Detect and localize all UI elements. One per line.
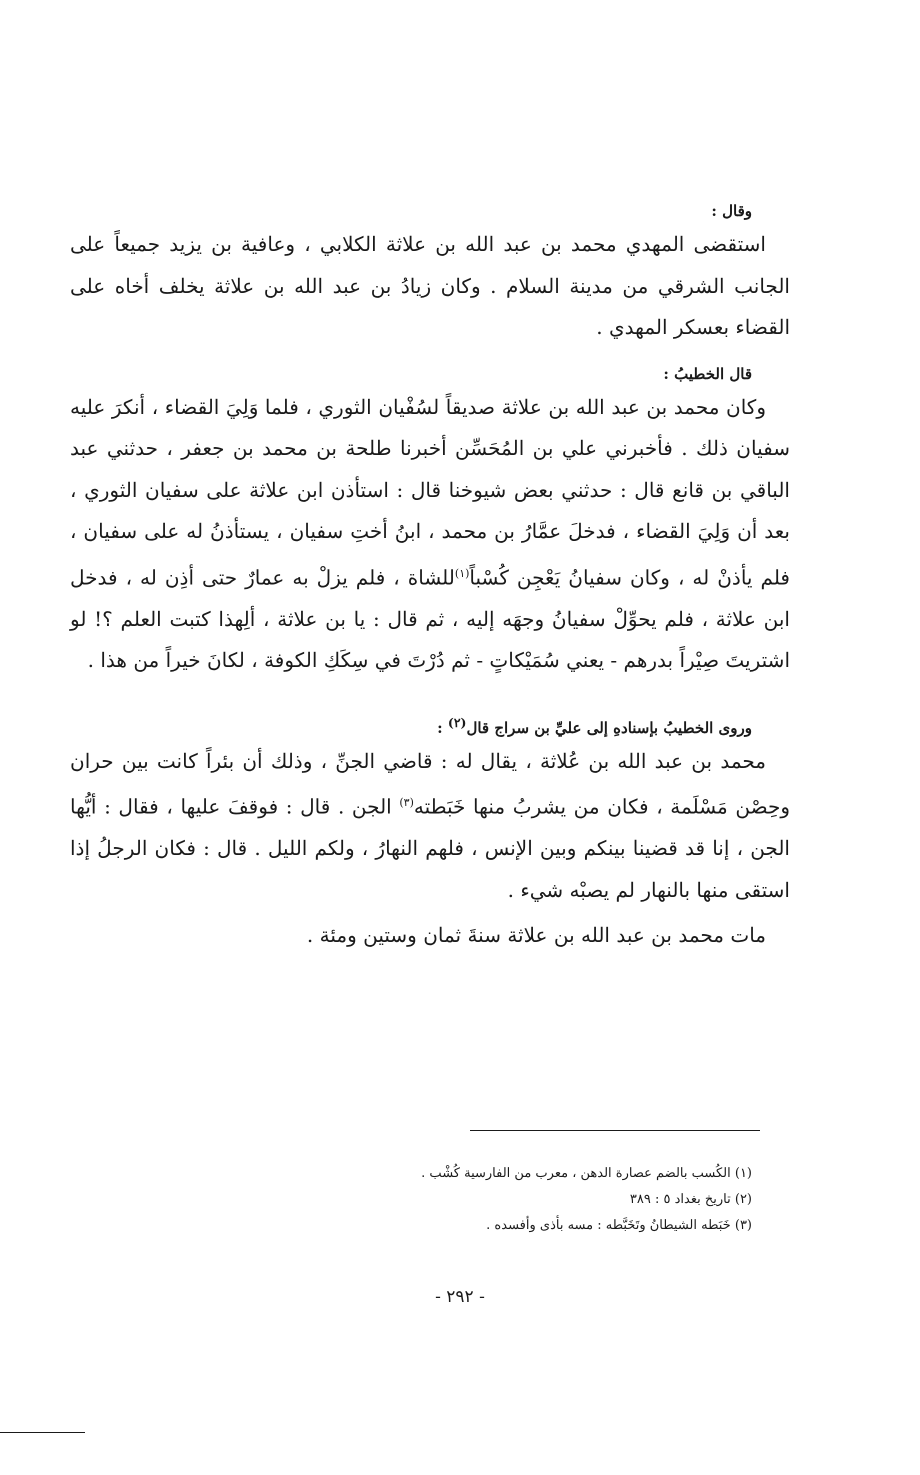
paragraph-2 xyxy=(70,387,790,682)
corner-rule xyxy=(0,1432,85,1433)
page-body xyxy=(70,200,790,957)
section-heading-1: وقال : xyxy=(711,202,752,220)
paragraph-3 xyxy=(70,741,790,912)
paragraph-3-part-b: الجن . قال : فوقفَ عليها ، فقال : أيُّها الجن ، إنا قد قضينا بينكم وبين الإنس ، فلهم النهارُ ، ولكم الليل . قال : فكان الرجلُ إذا استقى منها بالنهار لم يصبْه شيء . xyxy=(70,794,790,902)
footnote-separator xyxy=(470,1130,760,1131)
footnote-3: (٣) خَبَطه الشيطانُ وتَخَبَّطه : مسه بأذى وأفسده . xyxy=(486,1218,752,1233)
section-heading-3 xyxy=(70,712,790,739)
section-heading-3-text: وروى الخطيبُ بإسنادهِ إلى عليِّ بن سراج قال xyxy=(466,718,752,737)
footnote-ref-3[interactable]: (٣) xyxy=(399,796,414,810)
footnote-2: (٢) تاريخ بغداد ٥ : ٣٨٩ xyxy=(629,1192,752,1207)
paragraph-1: استقضى المهدي محمد بن عبد الله بن علاثة الكلابي ، وعافية بن يزيد جميعاً على الجانب الشرقي من مدينة السلام . وكان زيادُ بن عبد الله بن علاثة يخلف أخاه على القضاء بعسكر المهدي . xyxy=(70,232,790,339)
section-heading-3-tail: : xyxy=(437,718,448,737)
footnotes xyxy=(70,1130,790,1239)
paragraph-4: مات محمد بن عبد الله بن علاثة سنةَ ثمان وستين ومئة . xyxy=(306,923,766,948)
page-number: - ٢٩٢ - xyxy=(435,1287,485,1307)
paragraph-3-part-a: محمد بن عبد الله بن عُلاثة ، يقال له : قاضي الجنِّ ، وذلك أن بئراً كانت بين حران وحِصْن مَسْلَمة ، فكان من يشربُ منها خَبَطته xyxy=(70,748,790,819)
footnote-ref-1[interactable]: (١) xyxy=(454,566,470,580)
paragraph-2-part-a: وكان محمد بن عبد الله بن علاثة صديقاً لسُفْيان الثوري ، فلما وَلِيَ القضاء ، أنكرَ عليه سفيان ذلك . فأخبرني علي بن المُحَسِّن أخبرنا طلحة بن محمد بن جعفر ، حدثني عبد الباقي بن قانع قال : حدثني بعض شيوخنا قال : استأذن ابن علاثة على سفيان الثوري ، بعد أن وَلِيَ القضاء ، فدخلَ عمَّارُ بن محمد ، ابنُ أختِ سفيان ، يستأذنُ له على سفيان ، فلم يأذنْ له ، وكان سفيانُ يَعْجِن كُسْباً xyxy=(70,394,790,590)
footnote-1: (١) الكُسب بالضم عصارة الدهن ، معرب من الفارسية كُشْب . xyxy=(421,1166,752,1181)
paragraph-2-part-b: للشاة ، فلم يزلْ به عمارٌ حتى أذِن له ، فدخل ابن علاثة ، فلم يحوِّلْ سفيانُ وجهَه إليه ، ثم قال : يا بن علاثة ، ألِهذا كتبت العلم ؟! لو اشتريتَ صِيْراً بدرهم - يعني سُمَيْكاتٍ - ثم دُرْتَ في سِكَكِ الكوفة ، لكانَ خيراً من هذا . xyxy=(70,565,790,673)
section-heading-2: قال الخطيبُ : xyxy=(663,364,752,383)
footnote-ref-2[interactable]: (٢) xyxy=(447,714,467,730)
